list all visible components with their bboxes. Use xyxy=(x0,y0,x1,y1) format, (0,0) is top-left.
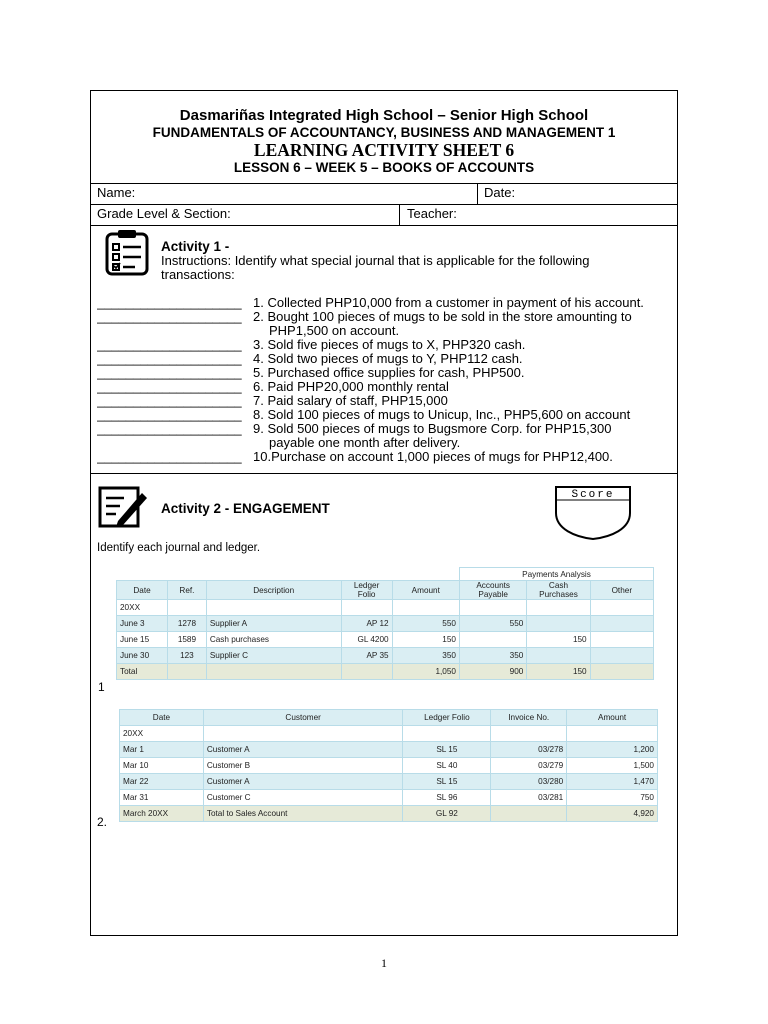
table-cell: 03/279 xyxy=(491,758,567,774)
column-header: Cash Purchases xyxy=(527,581,590,600)
page-number: 1 xyxy=(381,956,387,970)
activity1-item xyxy=(97,394,675,408)
item-text xyxy=(253,422,675,450)
item-main-text: 5. Purchased office supplies for cash, PHP500. xyxy=(253,365,525,380)
column-header: Ref. xyxy=(168,581,207,600)
answer-blank[interactable]: ____________________ xyxy=(97,338,242,352)
answer-blank[interactable]: ____________________ xyxy=(97,408,242,422)
table-cell xyxy=(491,726,567,742)
activity1-instructions: Instructions: Identify what special journal that is applicable for the following transactions: xyxy=(161,253,590,282)
purchases-journal-table xyxy=(116,567,654,680)
table-cell xyxy=(206,600,341,616)
item-main-text: 1. Collected PHP10,000 from a customer in payment of his account. xyxy=(253,295,644,310)
notepad-pencil-icon xyxy=(98,485,148,529)
table-row xyxy=(117,600,654,616)
divider xyxy=(91,473,677,474)
activity1-item xyxy=(97,296,675,310)
table-cell: 03/281 xyxy=(491,790,567,806)
item-text xyxy=(253,296,675,310)
table-row xyxy=(120,774,658,790)
table-cell: Total to Sales Account xyxy=(203,806,403,822)
activity2-instruction: Identify each journal and ledger. xyxy=(97,542,261,554)
sheet-title: LEARNING ACTIVITY SHEET 6 xyxy=(253,140,515,160)
table-cell xyxy=(341,600,392,616)
table-cell xyxy=(203,726,403,742)
grade-teacher-row xyxy=(91,204,677,226)
name-date-row xyxy=(91,183,677,205)
answer-blank[interactable]: ____________________ xyxy=(97,352,242,366)
answer-blank[interactable]: ____________________ xyxy=(97,422,242,436)
answer-blank[interactable]: ____________________ xyxy=(97,394,242,408)
table-row xyxy=(120,726,658,742)
item-main-text: 2. Bought 100 pieces of mugs to be sold in the store amounting to xyxy=(253,309,632,324)
subject-title: FUNDAMENTALS OF ACCOUNTANCY, BUSINESS AND MANAGEMENT 1 xyxy=(152,125,616,140)
table-cell: 150 xyxy=(527,632,590,648)
item-continuation-text: PHP1,500 on account. xyxy=(269,323,400,338)
table-cell: 550 xyxy=(459,616,526,632)
item-main-text: 4. Sold two pieces of mugs to Y, PHP112 cash. xyxy=(253,351,523,366)
table-row xyxy=(117,664,654,680)
table-row xyxy=(117,648,654,664)
answer-blank[interactable]: ____________________ xyxy=(97,310,242,324)
table-row xyxy=(117,632,654,648)
table-cell: 1,050 xyxy=(392,664,459,680)
item-main-text: 8. Sold 100 pieces of mugs to Unicup, Inc., PHP5,600 on account xyxy=(253,407,631,422)
table-cell: 150 xyxy=(527,664,590,680)
table-cell: 1278 xyxy=(168,616,207,632)
column-header: Ledger Folio xyxy=(341,581,392,600)
table-row xyxy=(120,742,658,758)
item-text xyxy=(253,352,675,366)
table-cell: June 15 xyxy=(117,632,168,648)
column-header: Date xyxy=(117,581,168,600)
column-header: Other xyxy=(590,581,653,600)
activity2-title: Activity 2 - ENGAGEMENT xyxy=(161,501,330,516)
table-cell: March 20XX xyxy=(120,806,204,822)
table-row xyxy=(120,758,658,774)
activity1-item xyxy=(97,352,675,366)
column-header: Description xyxy=(206,581,341,600)
activity1-item xyxy=(97,380,675,394)
table-cell: Customer C xyxy=(203,790,403,806)
item-text xyxy=(253,338,675,352)
activity1-item xyxy=(97,310,675,338)
table-cell xyxy=(459,632,526,648)
table-cell: 1,200 xyxy=(567,742,658,758)
table-header-row xyxy=(117,581,654,600)
table-cell: 150 xyxy=(392,632,459,648)
lesson-title: LESSON 6 – WEEK 5 – BOOKS OF ACCOUNTS xyxy=(233,160,535,175)
table-cell: Mar 22 xyxy=(120,774,204,790)
table-row xyxy=(117,616,654,632)
table-cell xyxy=(590,616,653,632)
score-label: Score xyxy=(571,489,615,501)
table-cell: SL 40 xyxy=(403,758,491,774)
table-cell: 900 xyxy=(459,664,526,680)
score-shield-icon xyxy=(551,483,635,541)
table-cell: 350 xyxy=(392,648,459,664)
table-cell xyxy=(590,600,653,616)
table-cell: 03/280 xyxy=(491,774,567,790)
activity1-item xyxy=(97,422,675,450)
answer-blank[interactable]: ____________________ xyxy=(97,366,242,380)
answer-blank[interactable]: ____________________ xyxy=(97,380,242,394)
column-header: Customer xyxy=(203,710,403,726)
table-cell: Customer B xyxy=(203,758,403,774)
table-cell: Mar 31 xyxy=(120,790,204,806)
table-cell xyxy=(590,648,653,664)
answer-blank[interactable]: ____________________ xyxy=(97,450,242,464)
column-header: Accounts Payable xyxy=(459,581,526,600)
activity1-title: Activity 1 - xyxy=(161,239,230,254)
table-cell xyxy=(527,648,590,664)
activity1-items xyxy=(97,296,675,464)
item-main-text: 10.Purchase on account 1,000 pieces of mugs for PHP12,400. xyxy=(253,449,613,464)
table-cell: GL 92 xyxy=(403,806,491,822)
table-cell xyxy=(527,600,590,616)
item-main-text: 9. Sold 500 pieces of mugs to Bugsmore Corp. for PHP15,300 xyxy=(253,421,612,436)
table-cell: GL 4200 xyxy=(341,632,392,648)
table-cell: 350 xyxy=(459,648,526,664)
table-cell: AP 35 xyxy=(341,648,392,664)
table-cell: June 30 xyxy=(117,648,168,664)
name-label: Name: xyxy=(97,185,136,200)
table-cell: 4,920 xyxy=(567,806,658,822)
table-header-row xyxy=(120,710,658,726)
table-cell xyxy=(341,664,392,680)
table-cell: 123 xyxy=(168,648,207,664)
table-cell: Cash purchases xyxy=(206,632,341,648)
table-cell xyxy=(527,616,590,632)
item-text xyxy=(253,394,675,408)
table-cell: 1,500 xyxy=(567,758,658,774)
column-header: Amount xyxy=(567,710,658,726)
item-text xyxy=(253,380,675,394)
table-cell: 1,470 xyxy=(567,774,658,790)
table-cell xyxy=(567,726,658,742)
column-header: Invoice No. xyxy=(491,710,567,726)
table-cell xyxy=(206,664,341,680)
school-name: Dasmariñas Integrated High School – Senior High School xyxy=(179,107,589,124)
table-cell: 750 xyxy=(567,790,658,806)
activity1-item xyxy=(97,408,675,422)
table-cell: Mar 10 xyxy=(120,758,204,774)
table-cell xyxy=(403,726,491,742)
item-continuation-text: payable one month after delivery. xyxy=(269,435,461,450)
table-cell: Supplier A xyxy=(206,616,341,632)
table-cell: SL 15 xyxy=(403,774,491,790)
item-main-text: 6. Paid PHP20,000 monthly rental xyxy=(253,379,449,394)
item-text xyxy=(253,366,675,380)
column-header: Date xyxy=(120,710,204,726)
table-cell: 20XX xyxy=(117,600,168,616)
table-cell xyxy=(491,806,567,822)
table-cell xyxy=(459,600,526,616)
worksheet-frame xyxy=(90,90,678,936)
answer-blank[interactable]: ____________________ xyxy=(97,296,242,310)
item-text xyxy=(253,408,675,422)
activity1-item xyxy=(97,338,675,352)
table-cell: June 3 xyxy=(117,616,168,632)
table-cell: SL 15 xyxy=(403,742,491,758)
table1-number: 1 xyxy=(98,680,105,694)
table2-number: 2. xyxy=(97,815,108,829)
sales-journal-table xyxy=(119,709,658,822)
checklist-icon xyxy=(103,229,151,277)
grade-label: Grade Level & Section: xyxy=(97,206,231,221)
table-row xyxy=(120,790,658,806)
item-main-text: 7. Paid salary of staff, PHP15,000 xyxy=(253,393,448,408)
payments-analysis-header: Payments Analysis xyxy=(459,568,653,581)
header xyxy=(91,91,677,184)
table-cell: SL 96 xyxy=(403,790,491,806)
table-cell xyxy=(168,600,207,616)
teacher-label: Teacher: xyxy=(407,206,457,221)
date-label: Date: xyxy=(484,185,516,200)
table-row xyxy=(120,806,658,822)
table-cell xyxy=(590,632,653,648)
activity1-item xyxy=(97,366,675,380)
activity1-item xyxy=(97,450,675,464)
table-cell xyxy=(590,664,653,680)
table-cell xyxy=(168,664,207,680)
table-cell: 03/278 xyxy=(491,742,567,758)
table-cell: Customer A xyxy=(203,774,403,790)
table-cell: 550 xyxy=(392,616,459,632)
table-cell xyxy=(392,600,459,616)
table-cell: AP 12 xyxy=(341,616,392,632)
item-text xyxy=(253,450,675,464)
table-cell: Total xyxy=(117,664,168,680)
item-main-text: 3. Sold five pieces of mugs to X, PHP320 cash. xyxy=(253,337,526,352)
table-cell: Customer A xyxy=(203,742,403,758)
table-cell: 1589 xyxy=(168,632,207,648)
item-text xyxy=(253,310,675,338)
table-cell: Mar 1 xyxy=(120,742,204,758)
column-header: Ledger Folio xyxy=(403,710,491,726)
table-cell: 20XX xyxy=(120,726,204,742)
table-cell: Supplier C xyxy=(206,648,341,664)
column-header: Amount xyxy=(392,581,459,600)
